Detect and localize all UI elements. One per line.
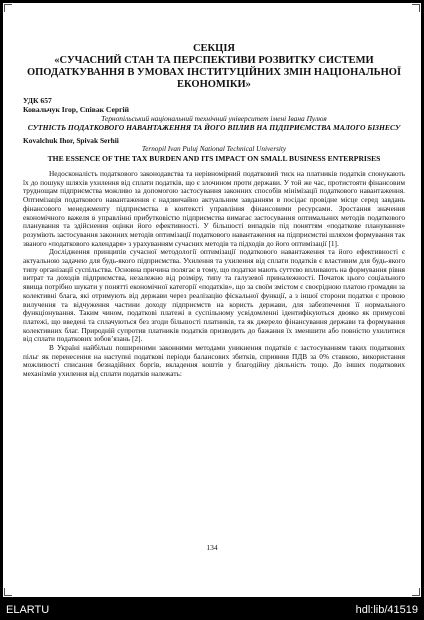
article-title-en: THE ESSENCE OF THE TAX BURDEN AND ITS IMPACT ON SMALL BUSINESS ENTERPRISES <box>47 154 381 163</box>
affiliation-ua: Тернопільський національний технічний університет імені Івана Пулюя <box>101 114 327 123</box>
body-paragraph: Недосконалість податкового законодавства та нерівномірний податковий тиск на платників податків спонукають їх до пошуку шляхів ухилення від сплати податків, що є злочином проти держави. У той же час, протистояти фінансовим труднощам підприємства можливо за допомогою застосування законних способів мінімізації податкового навантаження. Оптимізація податкового навантаження є надзвичайно актуальним завданням в посідає провідне місце серед завдань фінансового менеджменту підприємства в контексті управління фінансовими ресурсами. Зростання значення економічного важеля в управлінні прибутковістю підприємства вимагає застосування оптимальних методів податкового планування та здійснення оцінки його ефективності. У більшості випадків під поняттям «податкове планування» розуміють застосування законних методів оптимізації податкового навантаження на підприємстві шляхом формування так званого «податкового календаря» з урахуванням сучасних методів та підходів до його оптимізації [1]. <box>23 169 405 248</box>
udk-code: УДК 657 <box>23 96 52 105</box>
handle-link[interactable]: hdl:lib/41519 <box>355 604 418 616</box>
article-title-ua: СУТНІСТЬ ПОДАТКОВОГО НАВАНТАЖЕННЯ ТА ЙОГО ВПЛИВ НА ПІДПРИЄМСТВА МАЛОГО БІЗНЕСУ <box>27 123 401 132</box>
scanned-page <box>3 3 421 597</box>
authors-ua: Ковальчук Ігор, Співак Сергій <box>23 105 130 114</box>
crop-mark <box>4 4 12 12</box>
page-number: 134 <box>206 543 218 552</box>
footer-bar <box>0 600 424 620</box>
repository-label: ELARTU <box>6 604 50 616</box>
crop-mark <box>4 588 12 596</box>
authors-en: Kovalchuk Ihor, Spivak Serhii <box>23 136 119 145</box>
body-paragraph: В Україні найбільш поширеними законними методами уникнення податків є застосуванням таких податкових пільг як перенесення на наступні податкові періоди балансових збитків, сприяння ПДВ за 0% ставкою, використання можливості списання безнадійних боргів, вкладення коштів у благодійну діяльність тощо. До інших податкових механізмів ухилення від сплати податків належать: <box>23 343 405 379</box>
section-heading: СЕКЦІЯ <box>192 43 236 54</box>
body-paragraph: Дослідження принципів сучасної методології оптимізації податкового навантаження та його ефективності є актуальною задачею для будь-якого підприємства. Ухилення та ухилення від сплати податків є властивим для будь-якого типу організації суспільства. Основна причина полягає в тому, що податки мають суттєво впливають на формування рівня витрат та доходів підприємства, незалежно від розміру, типу та галузевої приналежності. Початок цього соціального явища потрібно шукати у понятті економічної категорії «податків», що за своїм змістом є своєрідною платою громадян за колективні блага, які отримують від держави через реалізацію фіскальної функції, а з іншої сторони податки є провою вилучення та відчуження частини доходу підприємств на користь держави, для забезпечення її нормального функціонування. Таким чином, податкові платежі в суспільному усвідомленні ідентифікуються двояко як примусові платежі, що введені та сплачуються без згоди більшості платників, та як джерело фінансування держави та формування колективних благ. Природній супротив платників податків призводить до бажання їх зменшити або повністю ухилитися від сплати податкових зобов’язань [2]. <box>23 247 405 344</box>
affiliation-en: Ternopil Ivan Puluj National Technical University <box>141 145 287 153</box>
page-content <box>23 43 405 379</box>
section-title: «СУЧАСНИЙ СТАН ТА ПЕРСПЕКТИВИ РОЗВИТКУ СИСТЕМИ ОПОДАТКУВАННЯ В УМОВАХ ІНСТИТУЦІЙНИХ ЗМІН НАЦІОНАЛЬНОЇ ЕКОНОМІКИ» <box>26 55 402 90</box>
crop-mark <box>412 4 420 12</box>
crop-mark <box>412 588 420 596</box>
